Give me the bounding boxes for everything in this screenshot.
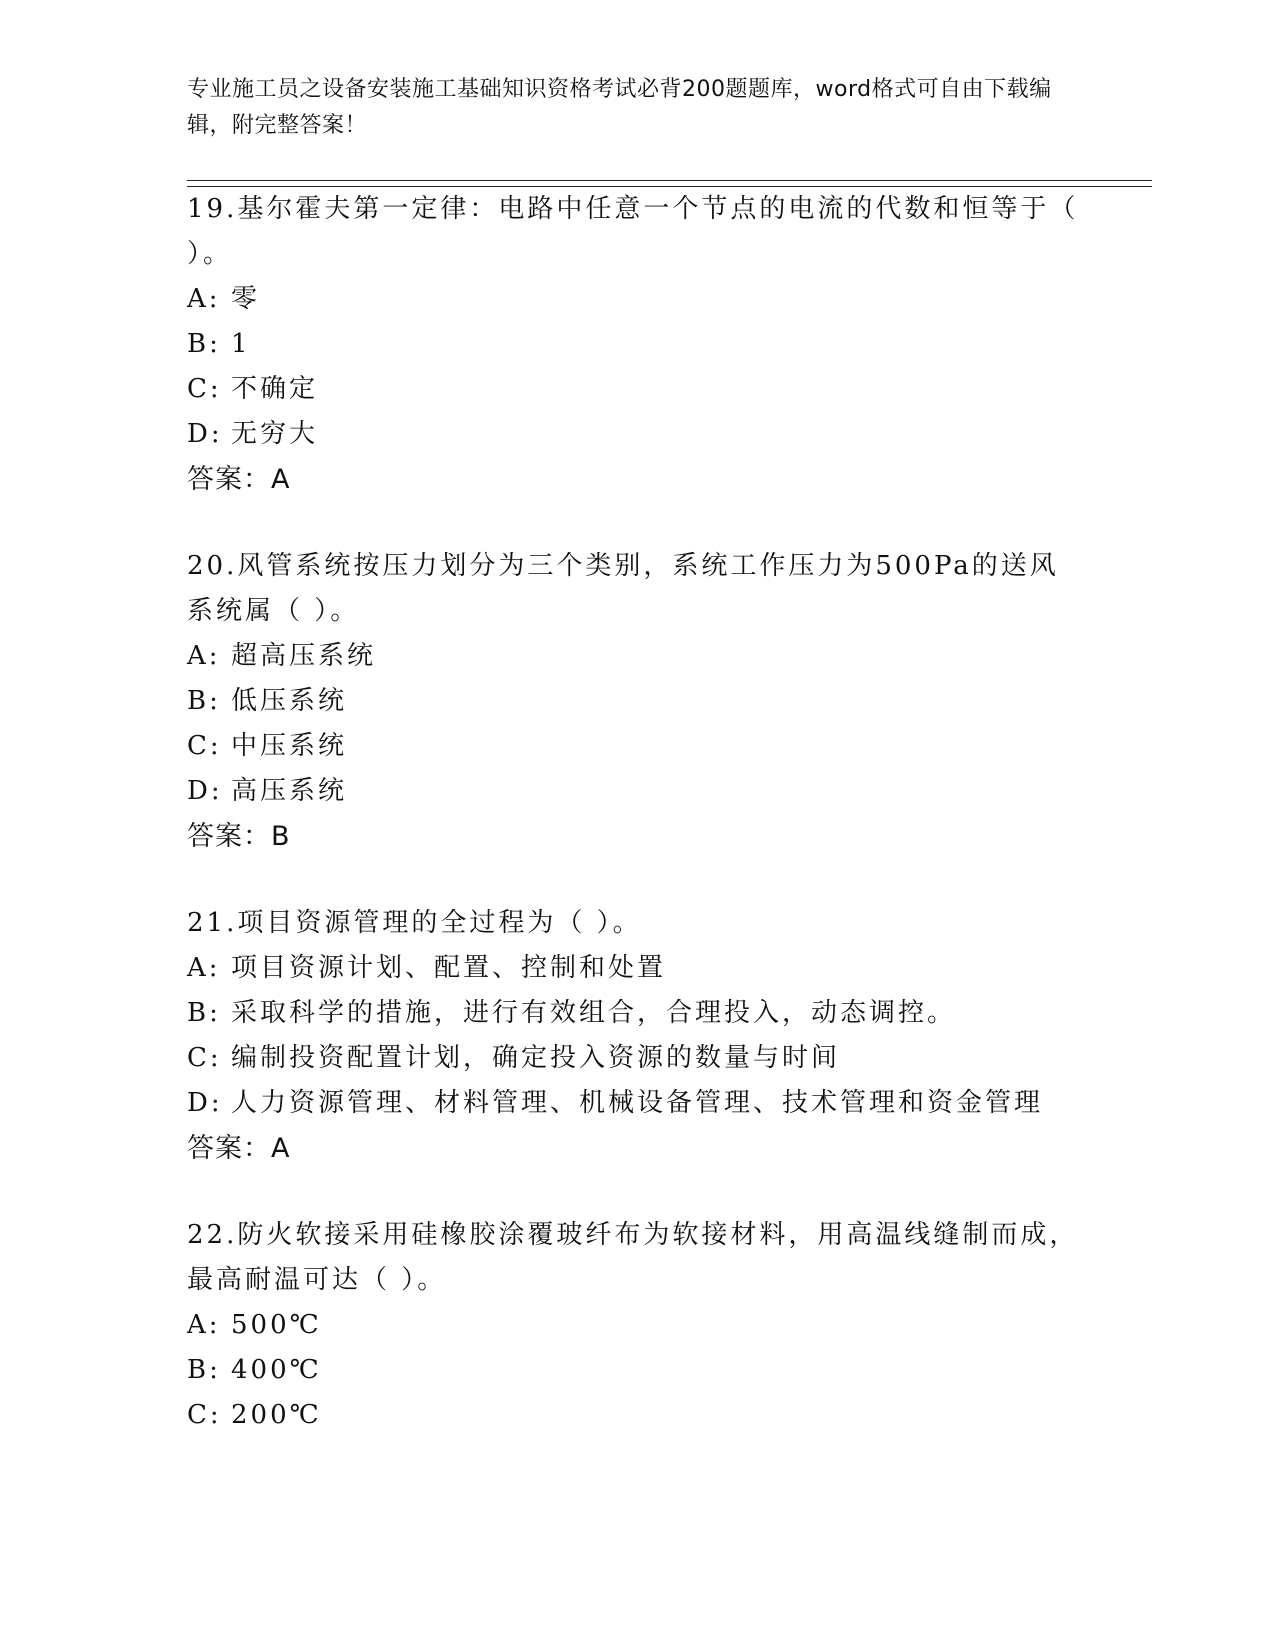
question-text: 22.防火软接采用硅橡胶涂覆玻纤布为软接材料，用高温线缝制而成，最高耐温可达（ ）。	[187, 1220, 1079, 1295]
option-key: C:	[187, 731, 222, 761]
option-key: A:	[187, 284, 221, 314]
question-text: 21.项目资源管理的全过程为（ ）。	[187, 908, 642, 938]
option-key: B:	[187, 998, 221, 1028]
header-divider-top	[187, 180, 1152, 181]
option-key: B:	[187, 329, 221, 359]
option-key: A:	[187, 953, 221, 983]
option-b	[187, 991, 1087, 1036]
option-text: 无穷大	[231, 419, 319, 449]
option-c	[187, 1393, 1087, 1438]
option-a	[187, 946, 1087, 991]
option-text: 400℃	[231, 1355, 322, 1385]
option-text: 采取科学的措施，进行有效组合，合理投入，动态调控。	[231, 998, 957, 1028]
option-a	[187, 634, 1087, 679]
option-b	[187, 679, 1087, 724]
answer-line: 答案：B	[187, 821, 291, 852]
option-c	[187, 367, 1087, 412]
question-21	[187, 901, 1087, 1171]
question-22	[187, 1213, 1087, 1438]
option-a	[187, 277, 1087, 322]
option-text: 不确定	[231, 374, 319, 404]
option-key: C:	[187, 374, 222, 404]
option-key: B:	[187, 686, 221, 716]
answer-line: 答案：A	[187, 464, 291, 495]
option-key: D:	[187, 1088, 223, 1118]
option-key: D:	[187, 419, 223, 449]
option-text: 低压系统	[231, 686, 348, 716]
option-text: 中压系统	[231, 731, 348, 761]
document-header: 专业施工员之设备安装施工基础知识资格考试必背200题题库，word格式可自由下载编辑，附完整答案！	[187, 77, 1052, 138]
option-b	[187, 1348, 1087, 1393]
question-19	[187, 187, 1087, 502]
option-key: A:	[187, 1310, 221, 1340]
option-key: B:	[187, 1355, 221, 1385]
option-key: C:	[187, 1043, 222, 1073]
question-text: 20.风管系统按压力划分为三个类别，系统工作压力为500Pa的送风系统属（ ）。	[187, 551, 1059, 626]
option-text: 200℃	[231, 1400, 322, 1430]
answer-line: 答案：A	[187, 1133, 291, 1164]
option-d	[187, 412, 1087, 457]
option-d	[187, 769, 1087, 814]
option-text: 人力资源管理、材料管理、机械设备管理、技术管理和资金管理	[231, 1088, 1044, 1118]
option-text: 高压系统	[231, 776, 348, 806]
option-text: 500℃	[231, 1310, 322, 1340]
option-b	[187, 322, 1087, 367]
option-d	[187, 1081, 1087, 1126]
option-text: 超高压系统	[231, 641, 377, 671]
option-key: C:	[187, 1400, 222, 1430]
question-text: 19.基尔霍夫第一定律：电路中任意一个节点的电流的代数和恒等于（ ）。	[187, 194, 1079, 269]
option-a	[187, 1303, 1087, 1348]
option-text: 1	[231, 329, 251, 359]
option-text: 零	[231, 284, 261, 314]
question-list	[187, 187, 1087, 1480]
option-key: A:	[187, 641, 221, 671]
question-20	[187, 544, 1087, 859]
option-c	[187, 724, 1087, 769]
option-text: 项目资源计划、配置、控制和处置	[231, 953, 667, 983]
option-c	[187, 1036, 1087, 1081]
option-text: 编制投资配置计划，确定投入资源的数量与时间	[231, 1043, 841, 1073]
option-key: D:	[187, 776, 223, 806]
